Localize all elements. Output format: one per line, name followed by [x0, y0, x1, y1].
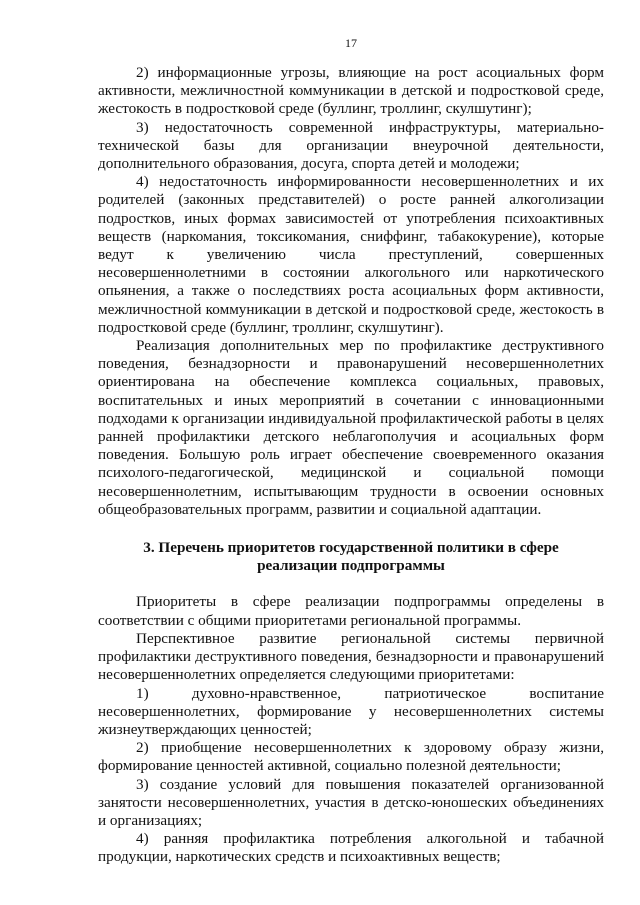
section-heading-line-2: реализации подпрограммы	[257, 557, 445, 575]
section-heading	[98, 539, 604, 575]
section-heading-line-1: 3. Перечень приоритетов государственной политики в сфере	[143, 539, 559, 557]
paragraph: 3) недостаточность современной инфраструктуры, материально-технической базы для организации внеурочной деятельности, дополнительного образования, досуга, спорта детей и молодежи;	[98, 118, 604, 173]
body-text-before-heading	[98, 64, 604, 519]
paragraph: 4) недостаточность информированности несовершеннолетних и их родителей (законных представителей) о росте ранней алкоголизации подростков, иных формах зависимостей от употребления психоактивных веществ (наркомания, токсикомания, сниффинг, табакокурение), которые ведут к увеличению числа преступлений, совершенных несовершеннолетними в состоянии алкогольного или наркотического опьянения, а также о последствиях роста асоциальных форм активности, межличностной коммуникации в детской и подростковой среде, жестокость в подростковой среде (буллинг, троллинг, скулшутинг).	[98, 173, 604, 336]
paragraph: Приоритеты в сфере реализации подпрограммы определены в соответствии с общими приоритетами региональной программы.	[98, 593, 604, 629]
paragraph: 2) приобщение несовершеннолетних к здоровому образу жизни, формирование ценностей активной, социально полезной деятельности;	[98, 739, 604, 775]
paragraph: Перспективное развитие региональной системы первичной профилактики деструктивного поведения, безнадзорности и правонарушений несовершеннолетних определяется следующими приоритетами:	[98, 629, 604, 684]
paragraph: 3) создание условий для повышения показателей организованной занятости несовершеннолетних, участия в детско-юношеских объединениях и организациях;	[98, 775, 604, 829]
body-text-after-heading	[98, 593, 604, 866]
paragraph: 2) информационные угрозы, влияющие на рост асоциальных форм активности, межличностной коммуникации в детской и подростковой среде, жестокость в подростковой среде (буллинг, троллинг, скулшутинг);	[98, 64, 604, 118]
paragraph: 1) духовно-нравственное, патриотическое воспитание несовершеннолетних, формирование у несовершеннолетних системы жизнеутверждающих ценностей;	[98, 684, 604, 738]
page-number: 17	[345, 36, 357, 50]
paragraph: Реализация дополнительных мер по профилактике деструктивного поведения, безнадзорности и правонарушений несовершеннолетних ориентирована на обеспечение комплекса социальных, правовых, воспитательных и иных мероприятий в сочетании с инновационными подходами к организации индивидуальной профилактической работы в целях ранней профилактики детского неблагополучия и асоциальных форм поведения. Большую роль играет обеспечение своевременного оказания психолого-педагогической, медицинской и социальной помощи несовершеннолетним, испытывающим трудности в освоении основных общеобразовательных программ, развитии и социальной адаптации.	[98, 337, 604, 518]
paragraph: 4) ранняя профилактика потребления алкогольной и табачной продукции, наркотических средств и психоактивных веществ;	[98, 830, 604, 866]
